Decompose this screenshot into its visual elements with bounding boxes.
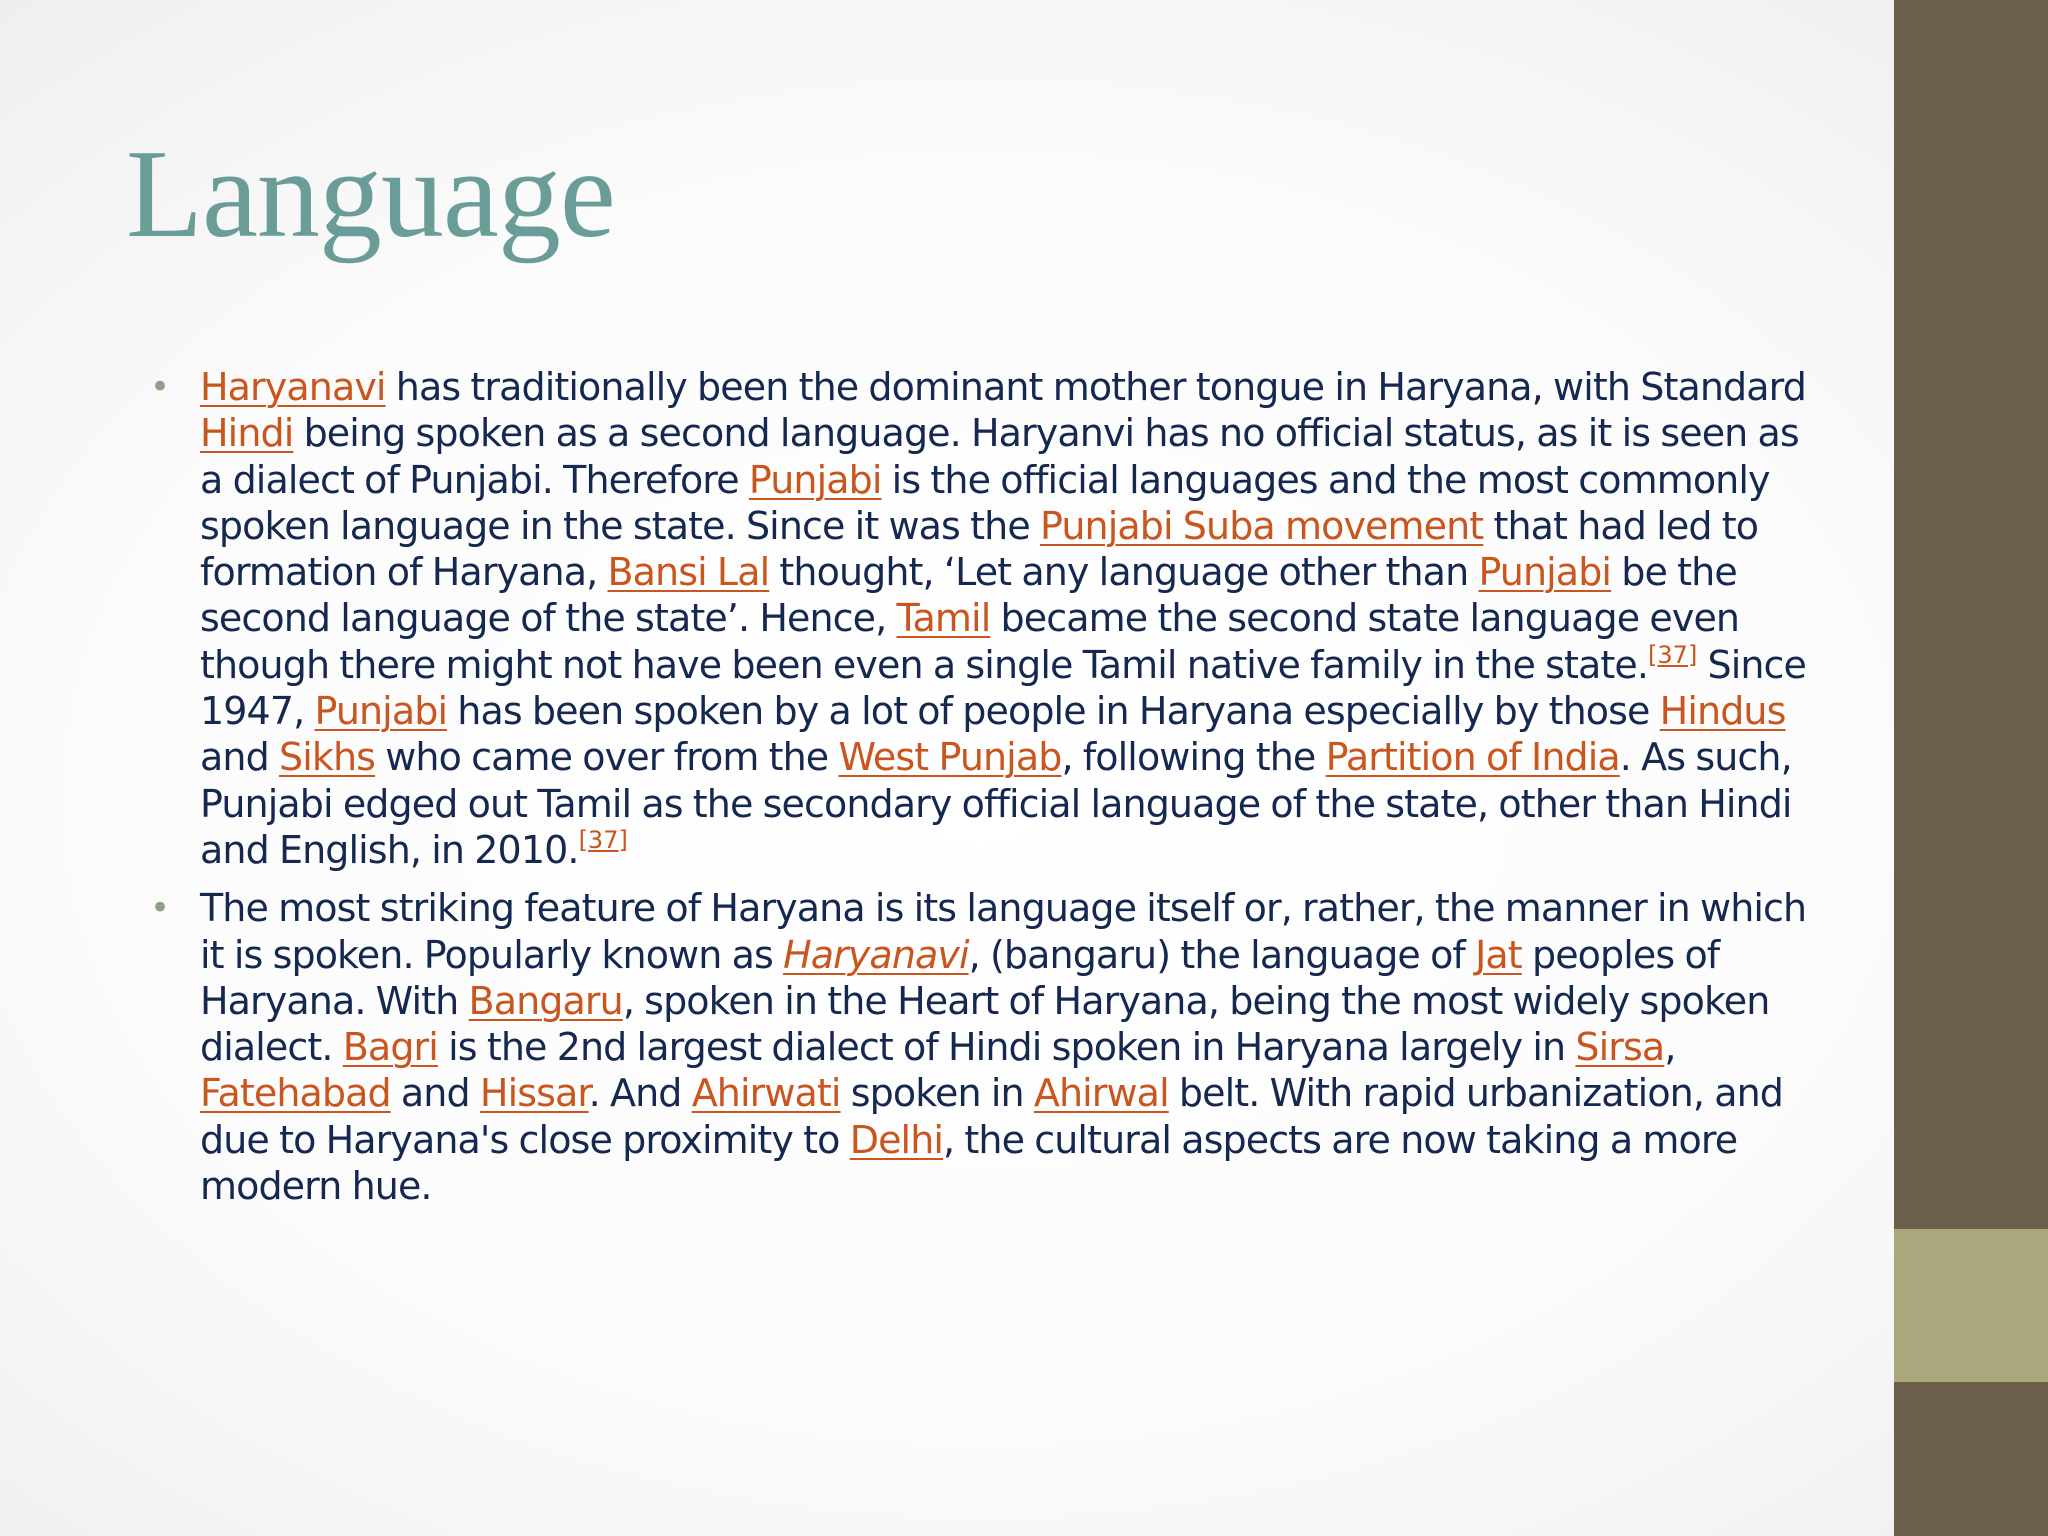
text-link[interactable]: West Punjab	[838, 735, 1062, 780]
text-link[interactable]: Sirsa	[1575, 1025, 1665, 1070]
body-text: ,	[1664, 1025, 1676, 1070]
text-link[interactable]: Punjabi	[748, 457, 882, 502]
text-link[interactable]: Haryanavi	[200, 365, 386, 409]
citation-link[interactable]: [37]	[578, 825, 628, 854]
text-link[interactable]: Hissar	[479, 1071, 589, 1116]
body-text: thought, ‘Let any language other than	[769, 550, 1479, 595]
body-text: , spoken in the Heart of Haryana, being the most widely spoken dialect.	[200, 978, 1770, 1070]
body-text: who came over from the	[375, 735, 839, 780]
slide-title: Language	[126, 125, 615, 264]
body-text: became the second state language even though there might not have been even a single Tamil native family in the state.	[200, 596, 1740, 687]
text-link[interactable]: Bagri	[342, 1025, 438, 1070]
body-text: . As such, Punjabi edged out Tamil as the secondary official language of the state, other than Hindi and English, in 2010.	[200, 735, 1792, 872]
body-text: Since 1947,	[200, 642, 1807, 734]
text-link[interactable]: Jat	[1475, 932, 1522, 977]
text-link[interactable]: Haryanavi	[783, 932, 969, 977]
text-link[interactable]: Bangaru	[468, 978, 623, 1023]
text-link[interactable]: Hindus	[1659, 689, 1786, 734]
body-text: that had led to formation of Haryana,	[200, 503, 1759, 595]
body-text: belt. With rapid urbanization, and due to Haryana's close proximity to	[200, 1071, 1784, 1162]
body-text: being spoken as a second language. Haryanvi has no official status, as it is seen as a dialect of Punjabi. Therefore	[200, 411, 1799, 502]
body-text: peoples of Haryana. With	[200, 932, 1720, 1023]
text-link[interactable]: Fatehabad	[200, 1071, 391, 1116]
bullet-dot-icon: •	[150, 367, 170, 407]
text-link[interactable]: Ahirwati	[691, 1071, 841, 1116]
text-link[interactable]: Delhi	[849, 1117, 944, 1162]
body-text: is the official languages and the most commonly spoken language in the state. Since it was the	[200, 457, 1770, 548]
body-text: . And	[588, 1071, 692, 1116]
body-text: The most striking feature of Haryana is its language itself or, rather, the manner in which it is spoken. Popularly known as	[200, 886, 1807, 977]
body-text: spoken in	[840, 1071, 1034, 1116]
text-link[interactable]: Punjabi	[1478, 550, 1612, 595]
bullet-item	[148, 364, 1808, 873]
sidebar-accent-block	[1894, 1229, 2048, 1382]
text-link[interactable]: Punjabi Suba movement	[1039, 503, 1484, 548]
text-link[interactable]: Tamil	[896, 596, 991, 641]
body-text: and	[390, 1071, 480, 1116]
body-text: has been spoken by a lot of people in Haryana especially by those	[447, 689, 1660, 734]
text-link[interactable]: Sikhs	[278, 735, 376, 780]
body-text: , following the	[1061, 735, 1326, 780]
text-link[interactable]: Bansi Lal	[607, 550, 770, 595]
body-text: be the second language of the state’. Hence,	[200, 550, 1737, 641]
body-text: , (bangaru) the language of	[968, 932, 1476, 977]
bullet-dot-icon: •	[150, 888, 170, 929]
bullet-item	[148, 885, 1808, 1209]
text-link[interactable]: Punjabi	[314, 689, 448, 734]
bullet-list	[148, 364, 1808, 1221]
text-link[interactable]: Ahirwal	[1033, 1071, 1169, 1116]
text-link[interactable]: Hindi	[200, 411, 294, 456]
body-text: , the cultural aspects are now taking a more modern hue.	[200, 1117, 1738, 1209]
citation-link[interactable]: [37]	[1648, 640, 1698, 669]
body-text: is the 2nd largest dialect of Hindi spoken in Haryana largely in	[437, 1025, 1576, 1070]
body-text: has traditionally been the dominant mother tongue in Haryana, with Standard	[385, 365, 1806, 409]
body-text: and	[200, 735, 279, 780]
text-link[interactable]: Partition of India	[1325, 735, 1620, 780]
